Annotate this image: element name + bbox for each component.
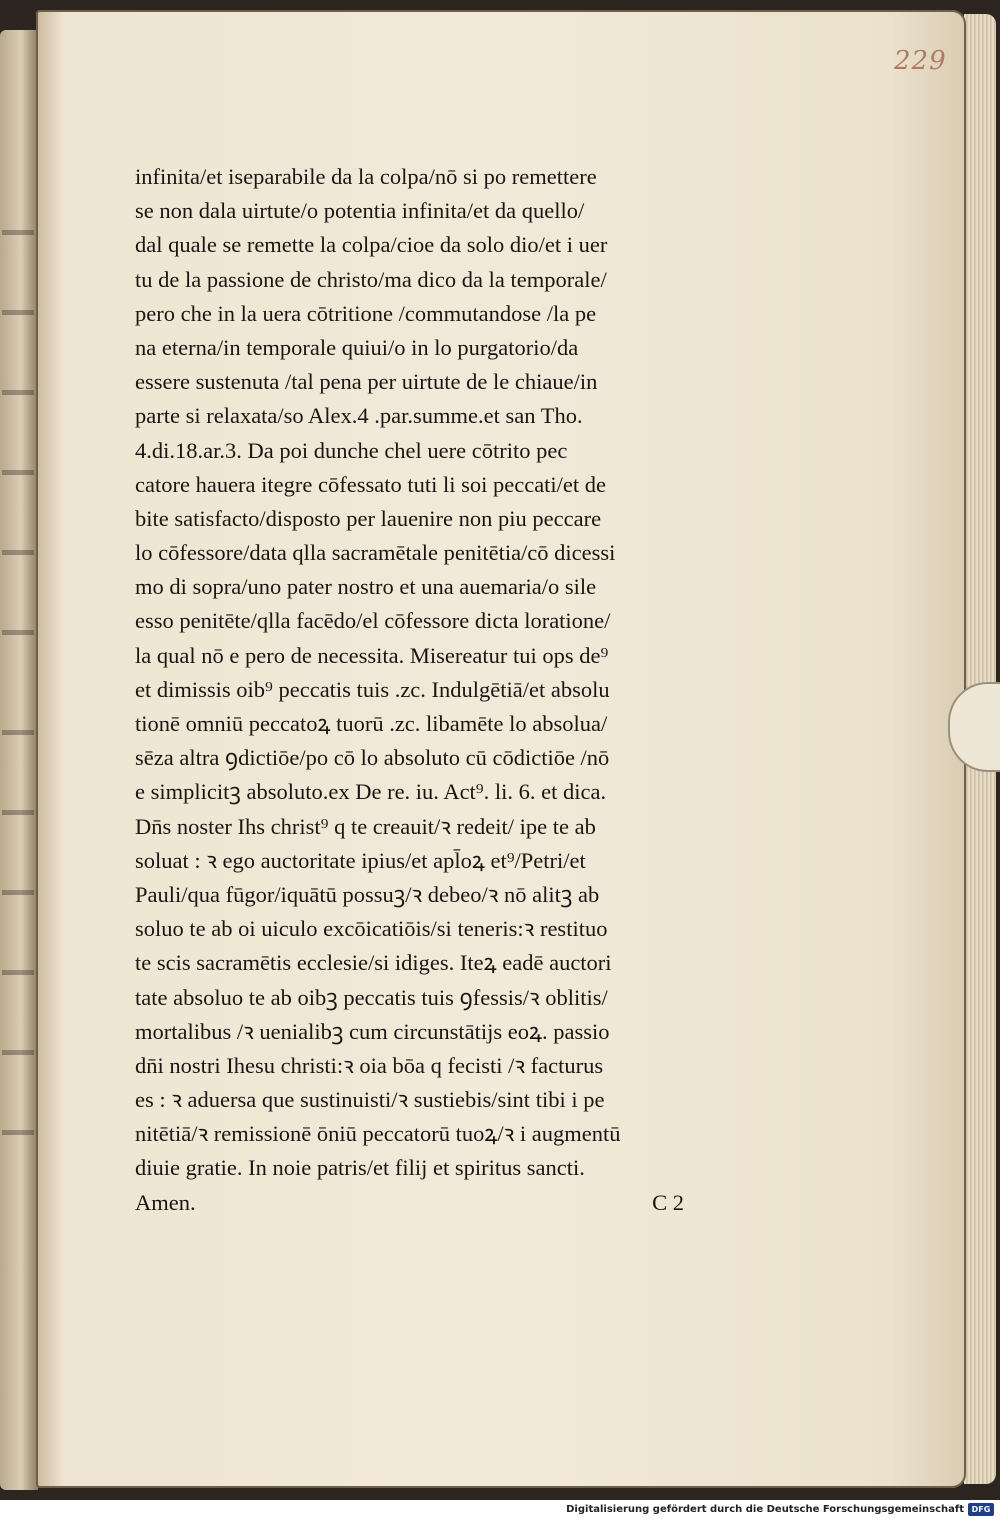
text-line: na eterna/in temporale quiui/o in lo purgatorio/da <box>135 334 579 360</box>
text-line: se non dala uirtute/o potentia infinita/et da quello/ <box>135 198 585 224</box>
text-line: diuie gratie. In noie patris/et filij et spiritus sancti. <box>135 1155 585 1181</box>
text-line: tu de la passione de christo/ma dico da la temporale/ <box>135 266 607 292</box>
signature-mark: C 2 <box>652 1189 684 1215</box>
text-line: essere sustenuta /tal pena per uirtute de le chiaue/in <box>135 369 598 395</box>
text-line: esso penitēte/qlla facēdo/el cōfessore dicta loratione/ <box>135 608 611 634</box>
text-line: es : ꝛ aduersa que sustinuisti/ꝛ sustiebis/sint tibi i pe <box>135 1087 605 1113</box>
folio-number: 229 <box>894 46 947 76</box>
text-line: dal quale se remette la colpa/cioe da solo dio/et i uer <box>135 232 608 258</box>
text-line: soluat : ꝛ ego auctoritate ipius/et apl̄oꝝ et⁹/Petri/et <box>135 847 586 873</box>
footer-bar <box>0 1500 1000 1520</box>
text-line: mortalibus /ꝛ uenialibꝫ cum circunstātijs eoꝝ. passio <box>135 1018 610 1044</box>
text-line: tate absoluo te ab oibꝫ peccatis tuis ꝯfessis/ꝛ oblitis/ <box>135 984 608 1010</box>
text-line: bite satisfacto/disposto per lauenire non piu peccare <box>135 505 602 531</box>
text-line: te scis sacramētis ecclesie/si idiges. Iteꝝ eadē auctori <box>135 950 612 976</box>
text-line: Pauli/qua fūgor/iquātū possuꝫ/ꝛ debeo/ꝛ nō alitꝫ ab <box>135 881 600 907</box>
text-line: nitētiā/ꝛ remissionē ōniū peccatorū tuoꝝ/ꝛ i augmentū <box>135 1121 621 1147</box>
dfg-logo: DFG <box>968 1503 994 1516</box>
text-block <box>135 160 725 1220</box>
text-line: infinita/et iseparabile da la colpa/nō si po remettere <box>135 164 597 189</box>
text-line: Dn̄s noster Ihs christ⁹ q te creauit/ꝛ redeit/ ipe te ab <box>135 813 596 839</box>
closing-word: Amen. <box>135 1189 196 1215</box>
text-line: la qual nō e pero de necessita. Misereatur tui ops de⁹ <box>135 642 609 668</box>
text-line: e simplicitꝫ absoluto.ex De re. iu. Act⁹. li. 6. et dica. <box>135 779 607 805</box>
text-line: soluo te ab oi uiculo excōicatiōis/si teneris:ꝛ restituo <box>135 916 608 942</box>
text-line: tionē omniū peccatoꝝ tuorū .zc. libamēte lo absolua/ <box>135 711 608 736</box>
text-line: pero che in la uera cōtritione /commutandose /la pe <box>135 300 597 326</box>
text-line: catore hauera itegre cōfessato tuti li soi peccati/et de <box>135 471 607 497</box>
text-line: et dimissis oib⁹ peccatis tuis .zc. Indulgētiā/et absolu <box>135 676 610 702</box>
previous-page-edge <box>0 30 38 1490</box>
text-line: sēza altra ꝯdictiōe/po cō lo absoluto cū cōdictiōe /nō <box>135 745 610 771</box>
text-line: lo cōfessore/data qlla sacramētale penitētia/cō dicessi <box>135 540 616 566</box>
text-line: dn̄i nostri Ihesu christi:ꝛ oia bōa q fecisti /ꝛ facturus <box>135 1052 604 1078</box>
footer-credit: Digitalisierung gefördert durch die Deutsche Forschungsgemeinschaft <box>566 1504 964 1515</box>
final-line <box>135 1186 690 1220</box>
text-line: mo di sopra/uno pater nostro et una auemaria/o sile <box>135 574 597 600</box>
text-line: parte si relaxata/so Alex.4 .par.summe.et san Tho. <box>135 403 583 429</box>
text-line: 4.di.18.ar.3. Da poi dunche chel uere cōtrito pec <box>135 437 568 463</box>
